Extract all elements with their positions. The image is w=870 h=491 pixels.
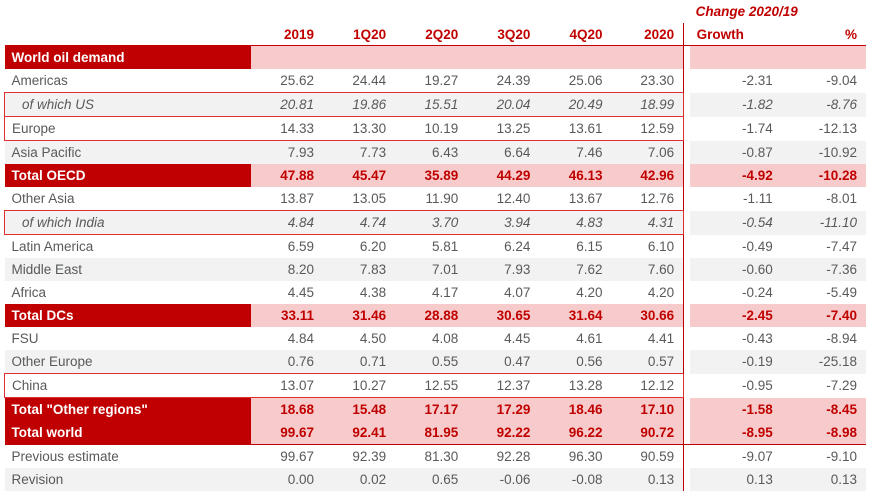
col-header-2019: 2019 bbox=[251, 23, 323, 46]
row-label: Other Europe bbox=[5, 350, 251, 374]
cell-value: 96.22 bbox=[539, 421, 611, 445]
cell-percent: -7.36 bbox=[782, 258, 866, 281]
cell-value: 81.95 bbox=[395, 421, 467, 445]
cell-value: 4.84 bbox=[251, 327, 323, 350]
cell-value: 6.15 bbox=[539, 235, 611, 259]
cell-percent: -12.13 bbox=[782, 117, 866, 141]
cell-growth: -4.92 bbox=[690, 164, 782, 187]
table-row bbox=[5, 398, 867, 422]
table-row bbox=[5, 187, 867, 211]
col-header-2020: 2020 bbox=[612, 23, 684, 46]
cell-value: 81.30 bbox=[395, 445, 467, 469]
cell-value: 24.39 bbox=[467, 69, 539, 93]
cell-value: 13.87 bbox=[251, 187, 323, 211]
cell-value bbox=[323, 46, 395, 70]
row-label: FSU bbox=[5, 327, 251, 350]
cell-growth: -8.95 bbox=[690, 421, 782, 445]
table-row bbox=[5, 281, 867, 304]
cell-value: 45.47 bbox=[323, 164, 395, 187]
table-row bbox=[5, 327, 867, 350]
cell-growth: -0.54 bbox=[690, 211, 782, 235]
cell-value: 92.22 bbox=[467, 421, 539, 445]
cell-value: 10.19 bbox=[395, 117, 467, 141]
cell-value: 6.59 bbox=[251, 235, 323, 259]
col-header-2q20: 2Q20 bbox=[395, 23, 467, 46]
cell-value: 23.30 bbox=[612, 69, 684, 93]
cell-value: 13.28 bbox=[539, 374, 611, 398]
cell-value: -0.08 bbox=[539, 468, 611, 491]
cell-value: 44.29 bbox=[467, 164, 539, 187]
row-label: Total world bbox=[5, 421, 251, 445]
cell-value: 0.65 bbox=[395, 468, 467, 491]
row-label: Total DCs bbox=[5, 304, 251, 327]
cell-percent: -7.29 bbox=[782, 374, 866, 398]
cell-value: 4.45 bbox=[251, 281, 323, 304]
cell-growth: -0.87 bbox=[690, 141, 782, 165]
cell-value: 99.67 bbox=[251, 445, 323, 469]
cell-value: 90.59 bbox=[612, 445, 684, 469]
cell-value: 20.81 bbox=[251, 93, 323, 117]
cell-value: 7.06 bbox=[612, 141, 684, 165]
row-label: Total "Other regions" bbox=[5, 398, 251, 422]
row-label: of which US bbox=[5, 93, 251, 117]
cell-value: 4.74 bbox=[323, 211, 395, 235]
cell-value: 8.20 bbox=[251, 258, 323, 281]
cell-growth: -2.31 bbox=[690, 69, 782, 93]
row-label: Latin America bbox=[5, 235, 251, 259]
cell-value: 7.01 bbox=[395, 258, 467, 281]
cell-value: 13.61 bbox=[539, 117, 611, 141]
cell-value bbox=[539, 46, 611, 70]
cell-value: 0.13 bbox=[612, 468, 684, 491]
table-row bbox=[5, 164, 867, 187]
row-label: Middle East bbox=[5, 258, 251, 281]
cell-value: 4.08 bbox=[395, 327, 467, 350]
cell-percent: -8.94 bbox=[782, 327, 866, 350]
cell-value: 18.99 bbox=[612, 93, 684, 117]
cell-value: 4.20 bbox=[539, 281, 611, 304]
table-row bbox=[5, 211, 867, 235]
cell-value bbox=[251, 46, 323, 70]
cell-percent: -9.10 bbox=[782, 445, 866, 469]
cell-growth: -1.58 bbox=[690, 398, 782, 422]
cell-value: 7.93 bbox=[251, 141, 323, 165]
cell-value: 12.76 bbox=[612, 187, 684, 211]
col-header-1q20: 1Q20 bbox=[323, 23, 395, 46]
cell-percent: -8.76 bbox=[782, 93, 866, 117]
table-row bbox=[5, 445, 867, 469]
cell-value: 20.04 bbox=[467, 93, 539, 117]
col-header-4q20: 4Q20 bbox=[539, 23, 611, 46]
cell-growth: -2.45 bbox=[690, 304, 782, 327]
cell-value: 25.06 bbox=[539, 69, 611, 93]
cell-growth: -0.43 bbox=[690, 327, 782, 350]
cell-value: 6.43 bbox=[395, 141, 467, 165]
cell-percent: -11.10 bbox=[782, 211, 866, 235]
cell-value: 12.40 bbox=[467, 187, 539, 211]
cell-value: 18.68 bbox=[251, 398, 323, 422]
row-label: of which India bbox=[5, 211, 251, 235]
table-header bbox=[5, 0, 867, 46]
cell-value: 28.88 bbox=[395, 304, 467, 327]
cell-value: 7.93 bbox=[467, 258, 539, 281]
cell-value: 4.83 bbox=[539, 211, 611, 235]
cell-growth: -0.49 bbox=[690, 235, 782, 259]
cell-value: 4.45 bbox=[467, 327, 539, 350]
cell-value: 0.57 bbox=[612, 350, 684, 374]
cell-percent: -8.01 bbox=[782, 187, 866, 211]
cell-value: 13.25 bbox=[467, 117, 539, 141]
table-row bbox=[5, 468, 867, 491]
table-body bbox=[5, 46, 867, 491]
cell-percent: -7.47 bbox=[782, 235, 866, 259]
cell-percent: -25.18 bbox=[782, 350, 866, 374]
cell-growth: -1.74 bbox=[690, 117, 782, 141]
row-label: Previous estimate bbox=[5, 445, 251, 469]
row-label: Asia Pacific bbox=[5, 141, 251, 165]
cell-value: 35.89 bbox=[395, 164, 467, 187]
cell-value: 25.62 bbox=[251, 69, 323, 93]
table-row bbox=[5, 421, 867, 445]
cell-value bbox=[395, 46, 467, 70]
cell-value: 17.17 bbox=[395, 398, 467, 422]
cell-percent: -9.04 bbox=[782, 69, 866, 93]
row-label: Revision bbox=[5, 468, 251, 491]
cell-value: 4.17 bbox=[395, 281, 467, 304]
cell-value: 0.56 bbox=[539, 350, 611, 374]
cell-value: 10.27 bbox=[323, 374, 395, 398]
cell-value bbox=[467, 46, 539, 70]
cell-value: 7.62 bbox=[539, 258, 611, 281]
cell-value: 6.64 bbox=[467, 141, 539, 165]
cell-value: 15.48 bbox=[323, 398, 395, 422]
cell-value: 4.41 bbox=[612, 327, 684, 350]
cell-value: 4.84 bbox=[251, 211, 323, 235]
cell-value: 3.70 bbox=[395, 211, 467, 235]
cell-value: 4.20 bbox=[612, 281, 684, 304]
table-row bbox=[5, 117, 867, 141]
col-header-growth: Growth bbox=[690, 23, 782, 46]
cell-value: 7.83 bbox=[323, 258, 395, 281]
cell-value: 30.66 bbox=[612, 304, 684, 327]
cell-value: 99.67 bbox=[251, 421, 323, 445]
cell-value: 13.30 bbox=[323, 117, 395, 141]
cell-percent: -8.45 bbox=[782, 398, 866, 422]
cell-growth: -0.60 bbox=[690, 258, 782, 281]
change-title-row bbox=[5, 0, 867, 23]
cell-value: 6.10 bbox=[612, 235, 684, 259]
col-header-3q20: 3Q20 bbox=[467, 23, 539, 46]
cell-value: 0.76 bbox=[251, 350, 323, 374]
cell-value: 19.86 bbox=[323, 93, 395, 117]
row-label: Africa bbox=[5, 281, 251, 304]
cell-value: 17.29 bbox=[467, 398, 539, 422]
cell-value: 17.10 bbox=[612, 398, 684, 422]
table-row bbox=[5, 69, 867, 93]
cell-value: 42.96 bbox=[612, 164, 684, 187]
cell-value: 0.00 bbox=[251, 468, 323, 491]
cell-value: 30.65 bbox=[467, 304, 539, 327]
table-row bbox=[5, 350, 867, 374]
col-header-percent: % bbox=[782, 23, 866, 46]
cell-value: 4.50 bbox=[323, 327, 395, 350]
column-header-row bbox=[5, 23, 867, 46]
cell-value: 13.05 bbox=[323, 187, 395, 211]
cell-percent: -10.92 bbox=[782, 141, 866, 165]
cell-value: 20.49 bbox=[539, 93, 611, 117]
row-label: Europe bbox=[5, 117, 251, 141]
cell-value: -0.06 bbox=[467, 468, 539, 491]
cell-value: 96.30 bbox=[539, 445, 611, 469]
table-row bbox=[5, 46, 867, 70]
cell-value bbox=[612, 46, 684, 70]
cell-growth: -9.07 bbox=[690, 445, 782, 469]
row-label: Total OECD bbox=[5, 164, 251, 187]
col-header-blank bbox=[5, 23, 251, 46]
cell-growth: -0.24 bbox=[690, 281, 782, 304]
cell-value: 0.02 bbox=[323, 468, 395, 491]
row-label: Other Asia bbox=[5, 187, 251, 211]
cell-value: 0.55 bbox=[395, 350, 467, 374]
table-row bbox=[5, 141, 867, 165]
cell-value: 33.11 bbox=[251, 304, 323, 327]
cell-value: 19.27 bbox=[395, 69, 467, 93]
cell-value: 15.51 bbox=[395, 93, 467, 117]
cell-value: 7.60 bbox=[612, 258, 684, 281]
cell-percent: -7.40 bbox=[782, 304, 866, 327]
cell-value: 6.24 bbox=[467, 235, 539, 259]
cell-value: 4.61 bbox=[539, 327, 611, 350]
cell-value: 0.71 bbox=[323, 350, 395, 374]
cell-value: 12.37 bbox=[467, 374, 539, 398]
cell-value: 13.07 bbox=[251, 374, 323, 398]
cell-value: 12.59 bbox=[612, 117, 684, 141]
cell-value: 24.44 bbox=[323, 69, 395, 93]
cell-value: 3.94 bbox=[467, 211, 539, 235]
cell-percent: -10.28 bbox=[782, 164, 866, 187]
cell-value: 47.88 bbox=[251, 164, 323, 187]
table-row bbox=[5, 374, 867, 398]
cell-value: 92.39 bbox=[323, 445, 395, 469]
cell-value: 4.31 bbox=[612, 211, 684, 235]
cell-growth bbox=[690, 46, 782, 70]
cell-value: 0.47 bbox=[467, 350, 539, 374]
cell-value: 11.90 bbox=[395, 187, 467, 211]
cell-value: 5.81 bbox=[395, 235, 467, 259]
cell-growth: 0.13 bbox=[690, 468, 782, 491]
cell-value: 92.28 bbox=[467, 445, 539, 469]
row-label: World oil demand bbox=[5, 46, 251, 70]
row-label: China bbox=[5, 374, 251, 398]
world-oil-demand-table bbox=[4, 0, 866, 491]
table-row bbox=[5, 304, 867, 327]
cell-value: 46.13 bbox=[539, 164, 611, 187]
table-row bbox=[5, 235, 867, 259]
cell-growth: -0.95 bbox=[690, 374, 782, 398]
cell-percent: 0.13 bbox=[782, 468, 866, 491]
cell-value: 12.55 bbox=[395, 374, 467, 398]
cell-value: 18.46 bbox=[539, 398, 611, 422]
cell-percent: -5.49 bbox=[782, 281, 866, 304]
cell-growth: -0.19 bbox=[690, 350, 782, 374]
cell-value: 12.12 bbox=[612, 374, 684, 398]
cell-value: 90.72 bbox=[612, 421, 684, 445]
cell-value: 14.33 bbox=[251, 117, 323, 141]
table-row bbox=[5, 258, 867, 281]
cell-value: 7.46 bbox=[539, 141, 611, 165]
cell-growth: -1.11 bbox=[690, 187, 782, 211]
cell-value: 31.64 bbox=[539, 304, 611, 327]
cell-value: 31.46 bbox=[323, 304, 395, 327]
cell-value: 6.20 bbox=[323, 235, 395, 259]
change-period-title: Change 2020/19 bbox=[690, 0, 866, 23]
cell-value: 92.41 bbox=[323, 421, 395, 445]
row-label: Americas bbox=[5, 69, 251, 93]
cell-growth: -1.82 bbox=[690, 93, 782, 117]
cell-percent: -8.98 bbox=[782, 421, 866, 445]
cell-value: 4.38 bbox=[323, 281, 395, 304]
cell-value: 13.67 bbox=[539, 187, 611, 211]
cell-value: 7.73 bbox=[323, 141, 395, 165]
table-row bbox=[5, 93, 867, 117]
cell-value: 4.07 bbox=[467, 281, 539, 304]
cell-percent bbox=[782, 46, 866, 70]
